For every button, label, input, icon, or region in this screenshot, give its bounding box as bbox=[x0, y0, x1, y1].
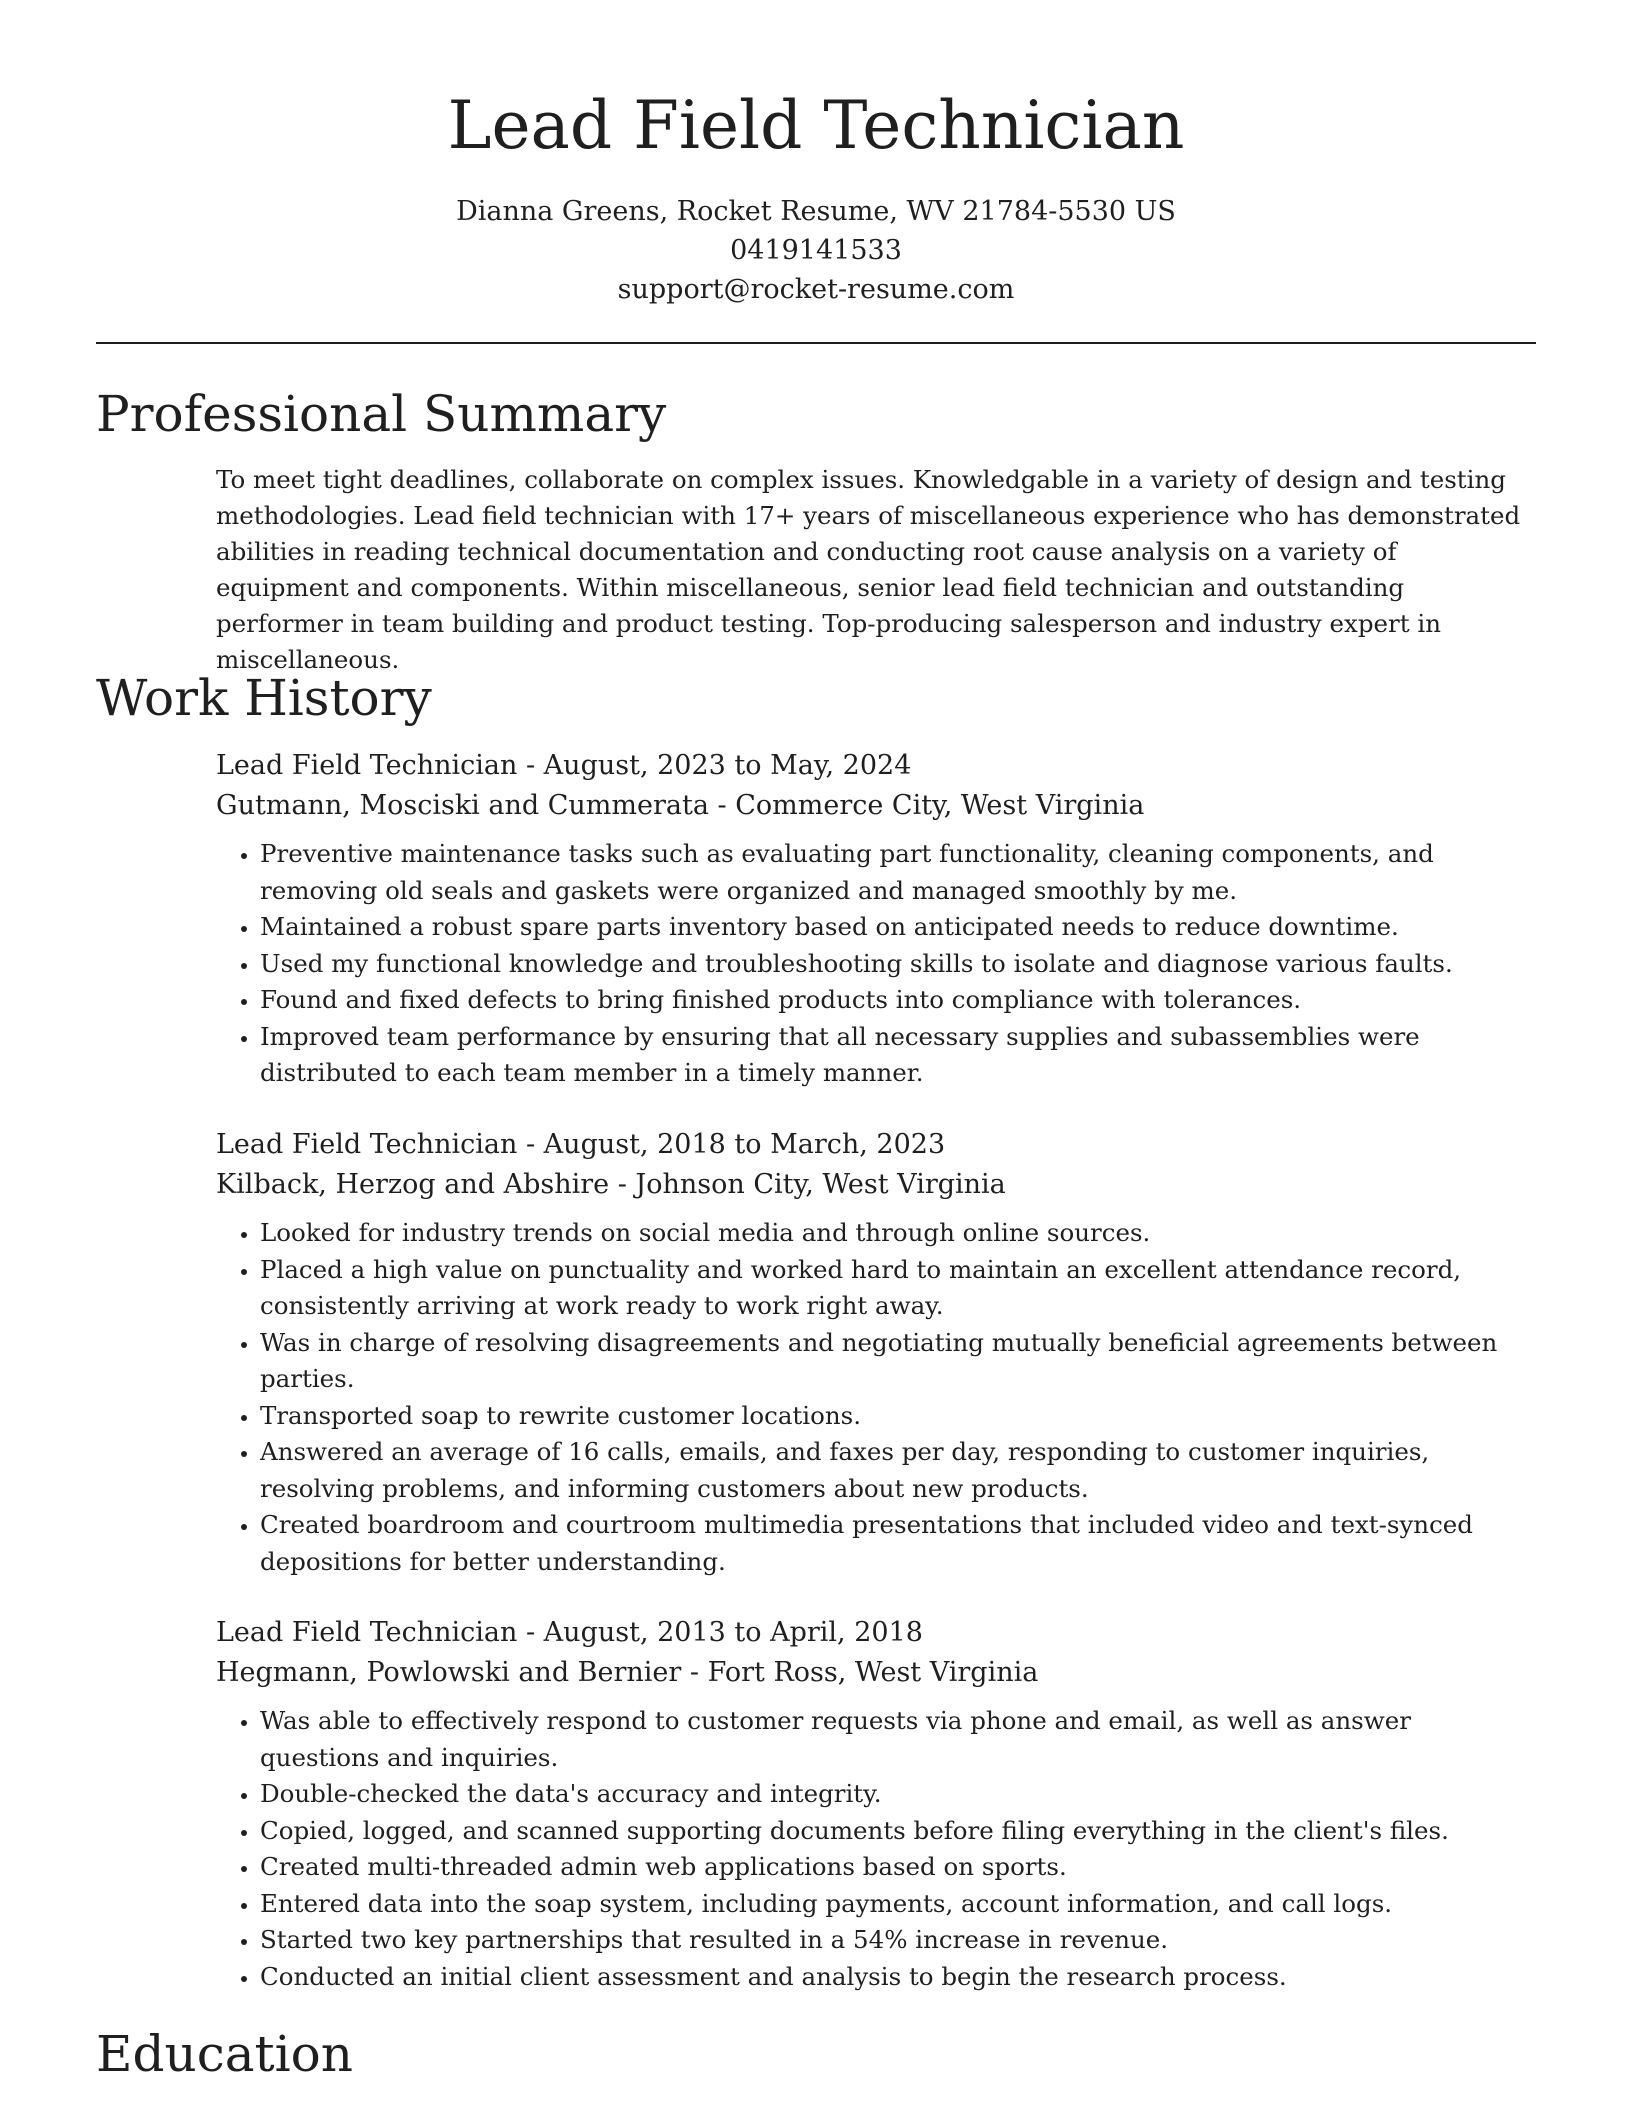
job-bullet: • Copied, logged, and scanned supporting documents before filing everything in the client's files. bbox=[260, 1813, 1536, 1850]
summary-heading: Professional Summary bbox=[96, 385, 667, 443]
job-company-line: Kilback, Herzog and Abshire - Johnson City, West Virginia bbox=[216, 1169, 1006, 1200]
header-divider bbox=[96, 342, 1536, 344]
job-bullet: • Preventive maintenance tasks such as evaluating part functionality, cleaning components, and removing old seals and gaskets were organized and managed smoothly by me. bbox=[260, 836, 1536, 909]
education-heading: Education bbox=[96, 2025, 353, 2083]
job-title-line: Lead Field Technician - August, 2023 to May, 2024 bbox=[216, 750, 912, 781]
job-bullet-list bbox=[216, 1215, 1536, 1580]
resume-title: Lead Field Technician bbox=[447, 87, 1185, 164]
contact-address: Dianna Greens, Rocket Resume, WV 21784-5530 US bbox=[456, 196, 1176, 227]
job-bullet: • Double-checked the data's accuracy and integrity. bbox=[260, 1776, 1536, 1813]
job-bullet: • Transported soap to rewrite customer locations. bbox=[260, 1398, 1536, 1435]
job-bullet: • Placed a high value on punctuality and worked hard to maintain an excellent attendance record, consistently arriving at work ready to work right away. bbox=[260, 1252, 1536, 1325]
job-bullet: • Found and fixed defects to bring finished products into compliance with tolerances. bbox=[260, 982, 1536, 1019]
work-history-heading: Work History bbox=[96, 669, 432, 727]
job-bullet: • Entered data into the soap system, including payments, account information, and call logs. bbox=[260, 1886, 1536, 1923]
contact-phone: 0419141533 bbox=[730, 235, 902, 266]
job-company-line: Gutmann, Mosciski and Cummerata - Commerce City, West Virginia bbox=[216, 790, 1145, 821]
job-bullet-list bbox=[216, 836, 1536, 1092]
job-bullet-list bbox=[216, 1703, 1536, 1995]
job-bullet: • Looked for industry trends on social media and through online sources. bbox=[260, 1215, 1536, 1252]
job-entry bbox=[216, 1613, 1536, 1995]
job-entry bbox=[216, 746, 1536, 1092]
job-bullet: • Was able to effectively respond to customer requests via phone and email, as well as answer questions and inquiries. bbox=[260, 1703, 1536, 1776]
job-bullet: • Used my functional knowledge and troubleshooting skills to isolate and diagnose various faults. bbox=[260, 946, 1536, 983]
job-bullet: • Maintained a robust spare parts inventory based on anticipated needs to reduce downtime. bbox=[260, 909, 1536, 946]
job-bullet: • Started two key partnerships that resulted in a 54% increase in revenue. bbox=[260, 1922, 1536, 1959]
job-bullet: • Answered an average of 16 calls, emails, and faxes per day, responding to customer inquiries, resolving problems, and informing customers about new products. bbox=[260, 1434, 1536, 1507]
job-company-line: Hegmann, Powlowski and Bernier - Fort Ross, West Virginia bbox=[216, 1657, 1039, 1688]
job-title-line: Lead Field Technician - August, 2013 to April, 2018 bbox=[216, 1617, 923, 1648]
contact-email: support@rocket-resume.com bbox=[617, 274, 1015, 305]
job-bullet: • Created multi-threaded admin web applications based on sports. bbox=[260, 1849, 1536, 1886]
job-bullet: • Conducted an initial client assessment and analysis to begin the research process. bbox=[260, 1959, 1536, 1996]
job-bullet: • Was in charge of resolving disagreements and negotiating mutually beneficial agreements between parties. bbox=[260, 1325, 1536, 1398]
contact-block bbox=[0, 192, 1632, 309]
summary-text: To meet tight deadlines, collaborate on complex issues. Knowledgable in a variety of design and testing methodologies. Lead field technician with 17+ years of miscellaneous experience who has demonstrated abilities in reading technical documentation and conducting root cause analysis on a variety of equipment and components. Within miscellaneous, senior lead field technician and outstanding performer in team building and product testing. Top-producing salesperson and industry expert in miscellaneous. bbox=[216, 465, 1521, 674]
job-bullet: • Improved team performance by ensuring that all necessary supplies and subassemblies were distributed to each team member in a timely manner. bbox=[260, 1019, 1536, 1092]
job-entry bbox=[216, 1125, 1536, 1580]
job-bullet: • Created boardroom and courtroom multimedia presentations that included video and text-synced depositions for better understanding. bbox=[260, 1507, 1536, 1580]
job-title-line: Lead Field Technician - August, 2018 to March, 2023 bbox=[216, 1129, 946, 1160]
